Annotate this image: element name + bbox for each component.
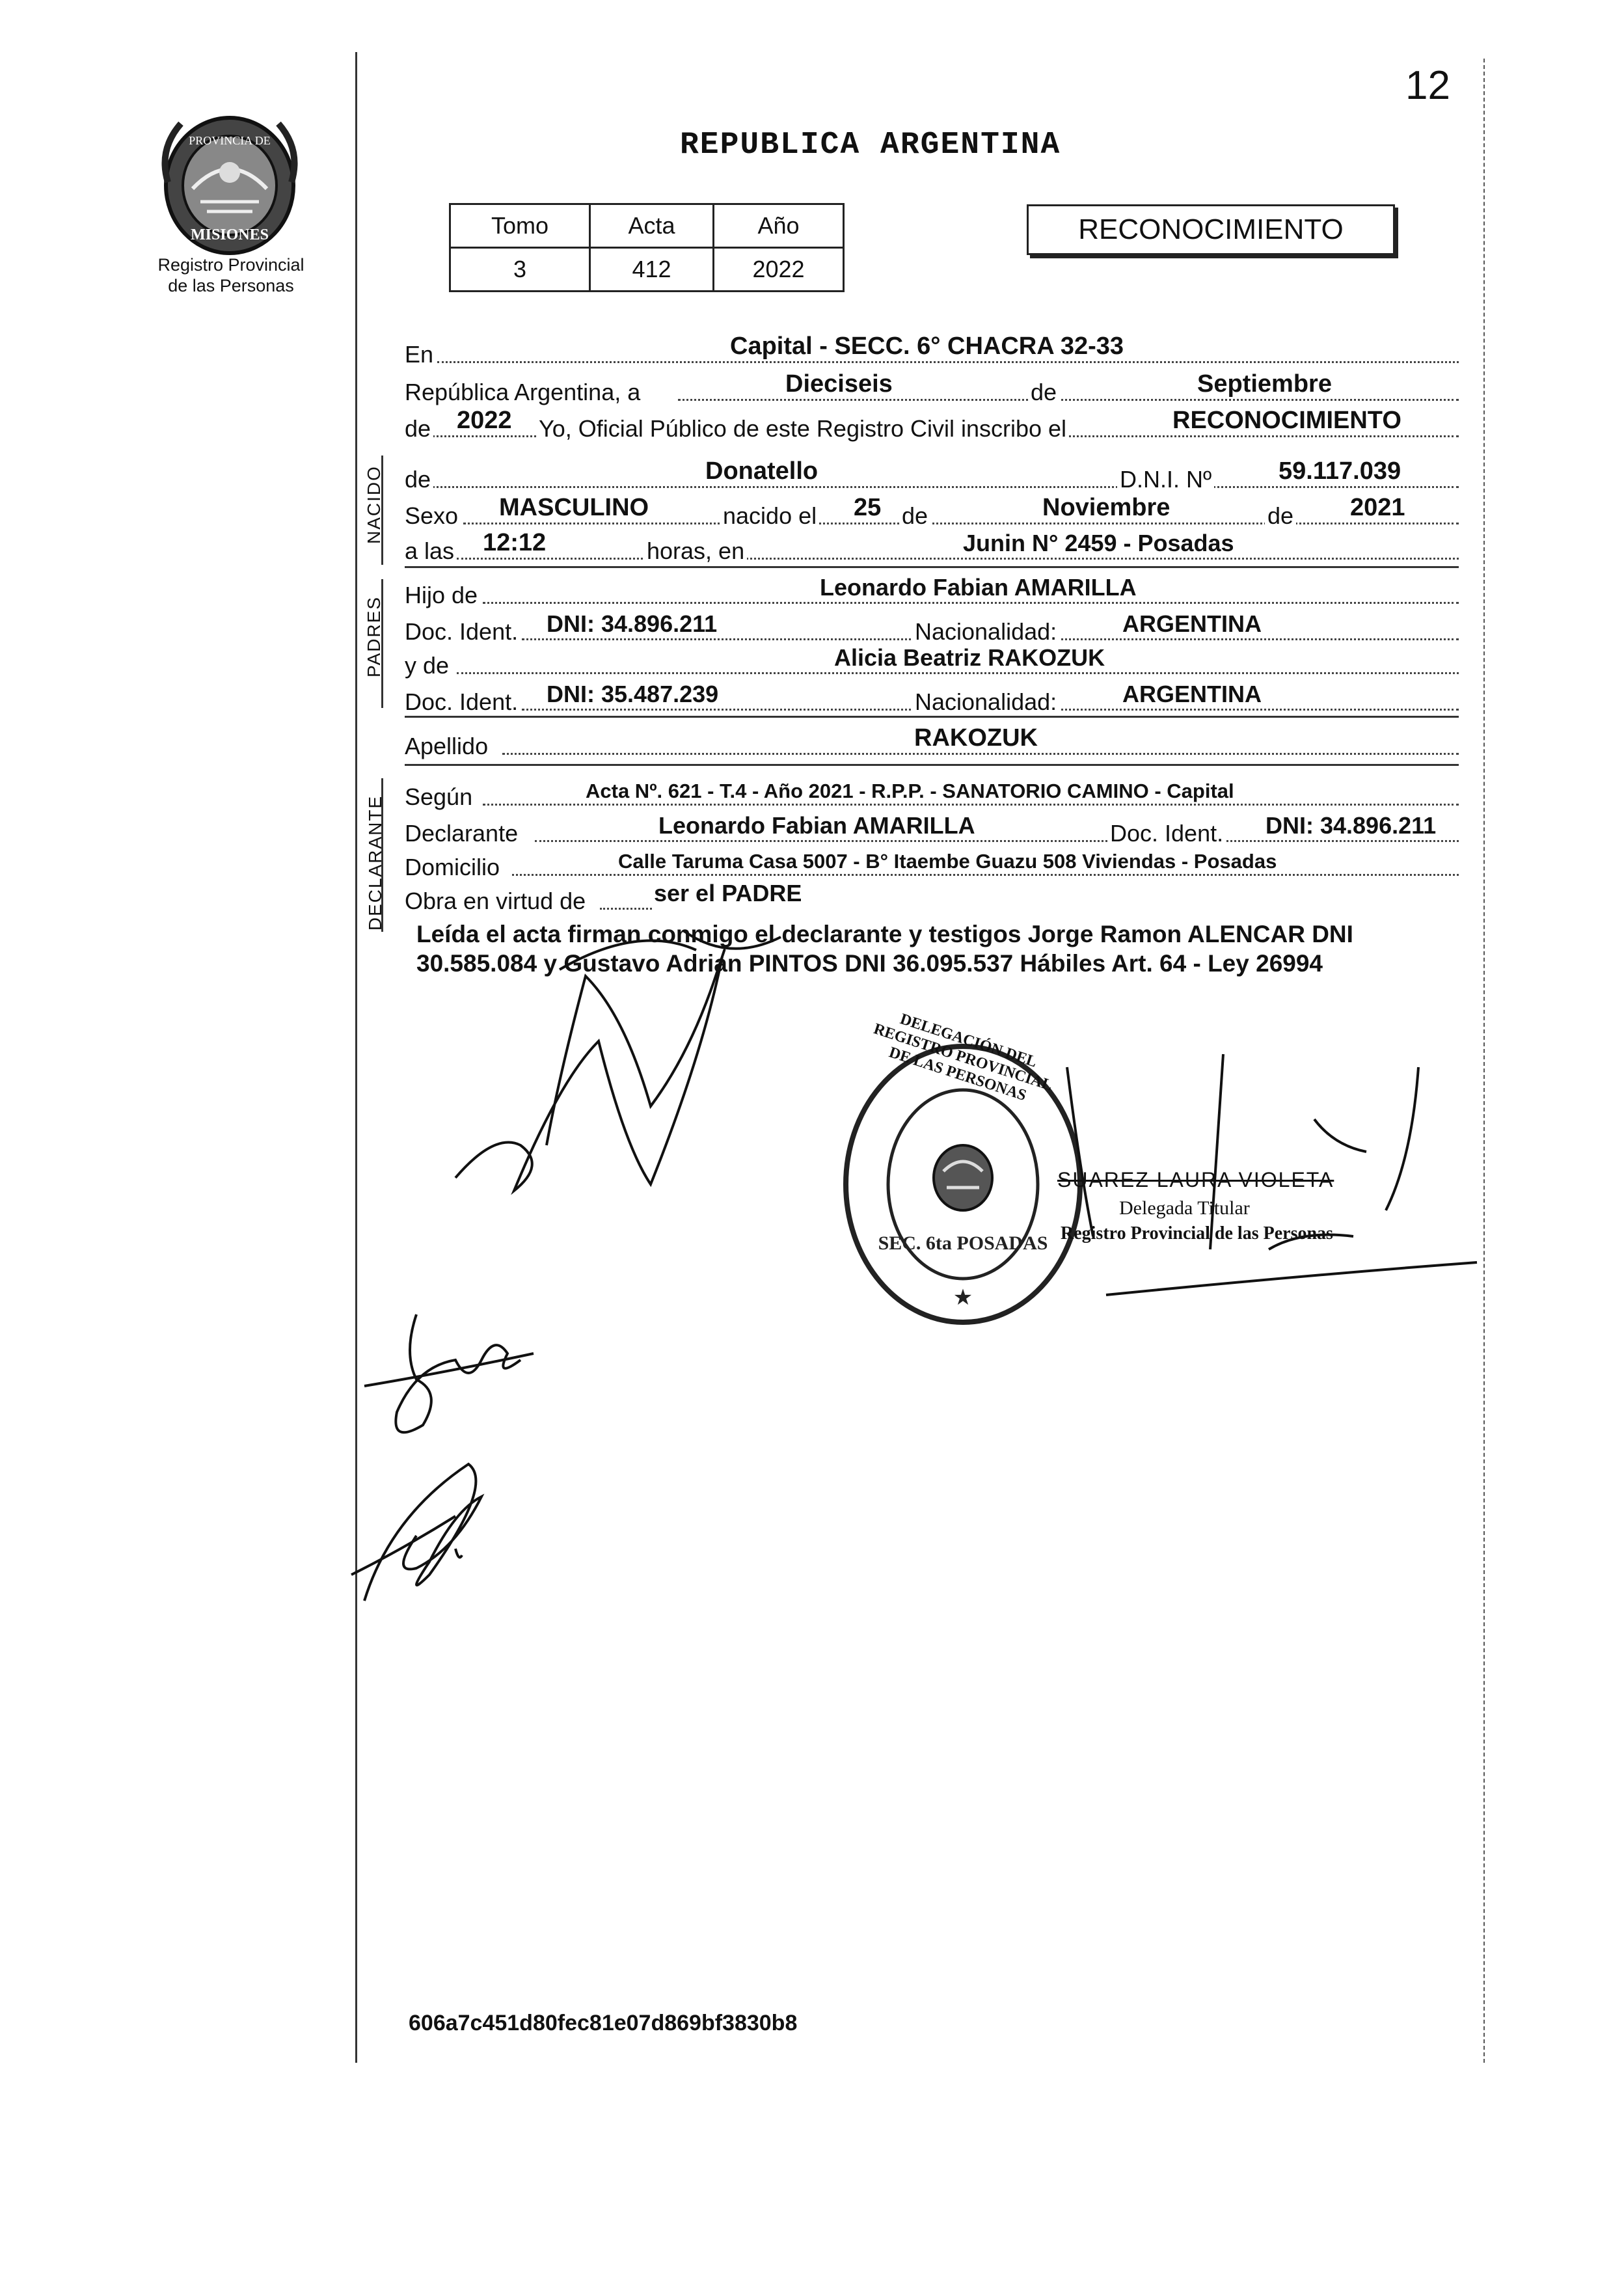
- document-hash: 606a7c451d80fec81e07d869bf3830b8: [409, 2011, 798, 2035]
- registry-name-line2: de las Personas: [168, 276, 294, 295]
- right-margin-line: [1483, 59, 1485, 2063]
- row-year: [405, 406, 1459, 444]
- registry-table: [449, 203, 845, 292]
- label-obra: Obra en virtud de: [405, 888, 588, 915]
- table-cell-acta: 412: [590, 248, 714, 292]
- svg-text:★: ★: [953, 1285, 973, 1310]
- value-mother-dni: DNI: 35.487.239: [547, 681, 719, 707]
- table-cell-tomo: 3: [450, 248, 590, 292]
- separator-2: [405, 716, 1459, 718]
- document-type-box: [1027, 204, 1395, 255]
- value-month: Septiembre: [1197, 370, 1332, 398]
- closing-line-1: Leída el acta firman conmigo el declarante y testigos Jorge Ramon ALENCAR DNI: [416, 921, 1353, 947]
- value-mother: Alicia Beatriz RAKOZUK: [834, 644, 1105, 671]
- label-de-year: de: [405, 415, 433, 442]
- row-apellido: [405, 724, 1459, 761]
- signature-witness-2: [364, 1464, 481, 1601]
- value-day: Dieciseis: [785, 370, 893, 398]
- closing-line-2: 30.585.084 y Gustavo Adrian PINTOS DNI 36.095.537 Hábiles Art. 64 - Ley 26994: [416, 950, 1323, 977]
- row-obra: [405, 878, 1459, 916]
- value-birth-place: Junin N° 2459 - Posadas: [963, 530, 1234, 556]
- label-en: En: [405, 341, 436, 368]
- value-child-dni: 59.117.039: [1279, 457, 1401, 485]
- separator-1: [405, 566, 1459, 568]
- label-doc-father: Doc. Ident.: [405, 618, 521, 646]
- official-role: Delegada Titular: [1119, 1197, 1250, 1219]
- label-sexo: Sexo: [405, 502, 461, 530]
- label-dni: D.N.I. Nº: [1117, 466, 1214, 493]
- value-declarante-dni: DNI: 34.896.211: [1265, 812, 1437, 839]
- page-number: 12: [1405, 63, 1450, 108]
- row-doc-mother: [405, 679, 1459, 717]
- label-republica: República Argentina, a: [405, 379, 643, 406]
- label-de-2: de: [1265, 502, 1296, 530]
- official-org: Registro Provincial de las Personas: [1061, 1223, 1333, 1244]
- value-place: Capital - SECC. 6° CHACRA 32-33: [730, 333, 1124, 360]
- side-label-nacido: NACIDO: [364, 465, 384, 544]
- row-segun: [405, 774, 1459, 812]
- value-obra: ser el PADRE: [654, 880, 802, 906]
- side-label-padres: PADRES: [364, 595, 384, 677]
- left-margin-line: [355, 52, 357, 2063]
- label-nac-mother: Nacionalidad:: [912, 688, 1059, 716]
- value-birth-year: 2021: [1350, 494, 1405, 521]
- row-sexo: [405, 493, 1459, 531]
- signature-declarante: [455, 950, 724, 1191]
- table-header-acta: Acta: [590, 204, 714, 248]
- value-year: 2022: [457, 407, 512, 434]
- row-hijo-de: [405, 573, 1459, 610]
- value-sexo: MASCULINO: [499, 494, 649, 521]
- value-segun: Acta Nº. 621 - T.4 - Año 2021 - R.P.P. - SANATORIO CAMINO - Capital: [586, 780, 1234, 802]
- value-mother-nac: ARGENTINA: [1122, 681, 1262, 707]
- value-child-name: Donatello: [705, 457, 819, 485]
- document-type: RECONOCIMIENTO: [1078, 213, 1344, 245]
- label-de-1: de: [899, 502, 930, 530]
- label-declarante: Declarante: [405, 820, 521, 847]
- label-horas-en: horas, en: [644, 537, 747, 565]
- stamp-ring-text: DELEGACIÓN DEL REGISTRO PROVINCIAL DE LAS PERSONAS: [871, 1011, 1055, 1105]
- value-father-dni: DNI: 34.896.211: [547, 610, 718, 637]
- official-name: SUAREZ LAURA VIOLETA: [1057, 1168, 1334, 1191]
- value-domicilio: Calle Taruma Casa 5007 - B° Itaembe Guazu 508 Viviendas - Posadas: [618, 850, 1277, 873]
- value-time: 12:12: [483, 529, 547, 556]
- seal-text-bottom: MISIONES: [190, 226, 269, 243]
- page-title: REPUBLICA ARGENTINA: [680, 128, 1061, 163]
- value-declarante: Leonardo Fabian AMARILLA: [658, 812, 975, 839]
- value-father-nac: ARGENTINA: [1122, 610, 1262, 637]
- table-header-tomo: Tomo: [450, 204, 590, 248]
- label-segun: Según: [405, 783, 475, 811]
- row-nacido-de: [405, 457, 1459, 495]
- signature-witness-1: [396, 1314, 521, 1432]
- stamp-inner-text: SEC. 6ta POSADAS: [878, 1232, 1048, 1254]
- value-act-type: RECONOCIMIENTO: [1172, 407, 1401, 434]
- province-seal-logo: [155, 111, 304, 260]
- label-de-name: de: [405, 466, 433, 493]
- value-birth-day: 25: [854, 494, 882, 521]
- seal-text-top: PROVINCIA DE: [189, 134, 271, 147]
- side-label-declarante: DECLARANTE: [365, 795, 385, 931]
- label-nacido-el: nacido el: [720, 502, 819, 530]
- label-y-de: y de: [405, 652, 452, 679]
- label-nac-father: Nacionalidad:: [912, 618, 1059, 646]
- value-apellido: RAKOZUK: [914, 724, 1038, 752]
- label-doc-mother: Doc. Ident.: [405, 688, 521, 716]
- row-domicilio: [405, 845, 1459, 882]
- value-father: Leonardo Fabian AMARILLA: [820, 574, 1137, 601]
- registry-table-row: [450, 248, 844, 292]
- row-hora: [405, 528, 1459, 566]
- label-inscribo: Yo, Oficial Público de este Registro Civil inscribo el: [536, 415, 1069, 442]
- label-a-las: a las: [405, 537, 457, 565]
- label-hijo-de: Hijo de: [405, 582, 480, 609]
- row-declarante: [405, 811, 1459, 849]
- table-header-ano: Año: [714, 204, 844, 248]
- label-domicilio: Domicilio: [405, 854, 502, 881]
- row-doc-father: [405, 609, 1459, 647]
- label-apellido: Apellido: [405, 733, 491, 760]
- separator-3: [405, 764, 1459, 766]
- row-y-de: [405, 643, 1459, 681]
- label-de: de: [1028, 379, 1059, 406]
- registry-name-line1: Registro Provincial: [157, 255, 304, 275]
- table-cell-ano: 2022: [714, 248, 844, 292]
- label-doc-declarante: Doc. Ident.: [1107, 820, 1226, 847]
- value-birth-month: Noviembre: [1042, 494, 1171, 521]
- registry-table-header: [450, 204, 844, 248]
- row-republica: [405, 370, 1459, 407]
- row-en: [405, 332, 1459, 370]
